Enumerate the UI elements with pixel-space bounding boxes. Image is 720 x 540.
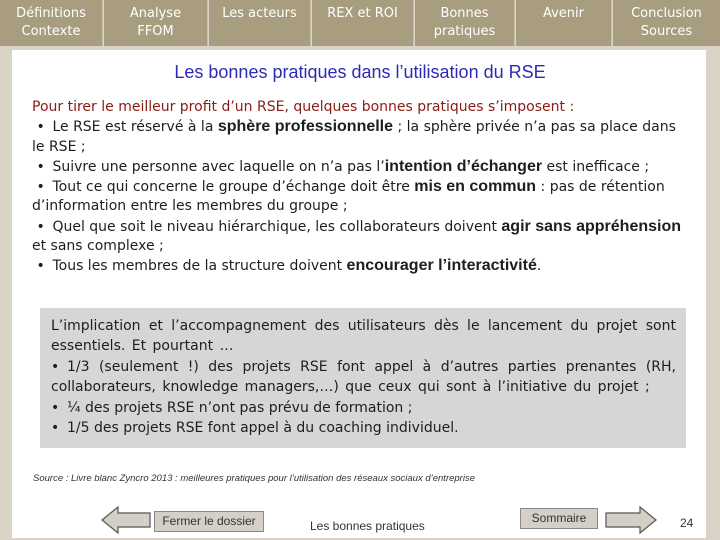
bullet: •	[36, 218, 45, 235]
bullet-emphasis: encourager l’interactivité	[346, 257, 537, 275]
bullet-text: Tous les membres de la structure doivent	[52, 258, 347, 275]
tab-avenir[interactable]	[516, 0, 612, 46]
list-item	[32, 117, 692, 157]
tab-label: Les acteurs	[222, 6, 297, 21]
intro-text: Pour tirer le meilleur profit d’un RSE, quelques bonnes pratiques s’imposent :	[32, 99, 575, 115]
bullet: •	[51, 399, 60, 416]
list-item	[51, 418, 676, 438]
bullet-emphasis: agir sans appréhension	[501, 217, 682, 235]
box-item-text: ¼ des projets RSE n’ont pas prévu de formation ;	[67, 399, 413, 416]
bullet-emphasis: mis en commun	[414, 178, 537, 196]
tab-label: Analyse	[129, 6, 182, 21]
nav-tabs	[0, 0, 720, 48]
tab-rex-roi[interactable]	[312, 0, 414, 46]
bullet-emphasis: sphère professionnelle	[217, 118, 394, 136]
tab-label: Conclusion	[631, 6, 702, 21]
box-item-text: 1/3 (seulement !) des projets RSE font appel à d’autres parties prenantes (RH, collaborateurs, knowledge managers,…) que ceux qui sont à l’initiative du projet ;	[51, 358, 676, 396]
list-item	[51, 398, 676, 418]
stats-box	[40, 308, 686, 448]
tab-label: pratiques	[433, 24, 496, 39]
section-label: Les bonnes pratiques	[310, 519, 425, 533]
list-item	[51, 357, 676, 398]
list-item	[32, 177, 692, 217]
bullet: •	[36, 179, 45, 196]
tab-bonnes-pratiques[interactable]	[415, 0, 515, 46]
source-caption: Source : Livre blanc Zyncro 2013 : meilleures pratiques pour l’utilisation des réseaux sociaux d’entreprise	[33, 473, 475, 484]
bullet-text: Quel que soit le niveau hiérarchique, les collaborateurs doivent	[52, 218, 502, 235]
list-item	[32, 217, 692, 257]
tab-label: Définitions	[16, 6, 86, 21]
arrow-left-icon[interactable]	[100, 505, 152, 535]
list-item	[32, 256, 692, 276]
tab-label: FFOM	[137, 24, 174, 39]
list-item	[32, 157, 692, 177]
bullet-text: Le RSE est réservé à la	[52, 119, 218, 136]
page-number: 24	[680, 516, 694, 530]
slide-body	[32, 98, 692, 277]
bullet: •	[36, 119, 45, 136]
arrow-right-icon[interactable]	[604, 505, 658, 535]
bullet-text: Tout ce qui concerne le groupe d’échange doit être	[52, 179, 415, 196]
tab-label: Sources	[640, 24, 693, 39]
box-lead: L’implication et l’accompagnement des utilisateurs dès le lancement du projet sont essentiels. Et pourtant …	[51, 318, 676, 355]
bullet-text: ; la sphère privée n’a pas sa place dans le RSE ;	[32, 119, 676, 155]
page-title: Les bonnes pratiques dans l’utilisation du RSE	[174, 62, 546, 82]
bullet-text: .	[536, 258, 542, 275]
bullet: •	[51, 420, 60, 437]
bullet: •	[36, 158, 45, 175]
close-folder-button[interactable]: Fermer le dossier	[154, 511, 264, 532]
bullet-emphasis: intention d’échanger	[384, 157, 543, 175]
tab-label: Bonnes	[440, 6, 489, 21]
bullet-text: : pas de rétention d’information entre les membres du groupe ;	[32, 179, 665, 215]
tab-label: Avenir	[542, 6, 585, 21]
tab-acteurs[interactable]	[209, 0, 311, 46]
tab-label: Contexte	[21, 24, 81, 39]
bullet-text: et sans complexe ;	[32, 238, 164, 255]
bullet: •	[51, 358, 60, 375]
tab-conclusion[interactable]	[613, 0, 720, 46]
bullet-text: Suivre une personne avec laquelle on n’a pas l’	[52, 158, 385, 175]
tab-definitions[interactable]	[0, 0, 103, 46]
summary-button[interactable]: Sommaire	[520, 508, 598, 529]
tab-label: REX et ROI	[327, 6, 398, 21]
bullet-text: est inefficace ;	[542, 158, 650, 175]
box-item-text: 1/5 des projets RSE font appel à du coaching individuel.	[67, 420, 459, 437]
bullet: •	[36, 258, 45, 275]
tab-analyse[interactable]	[104, 0, 208, 46]
